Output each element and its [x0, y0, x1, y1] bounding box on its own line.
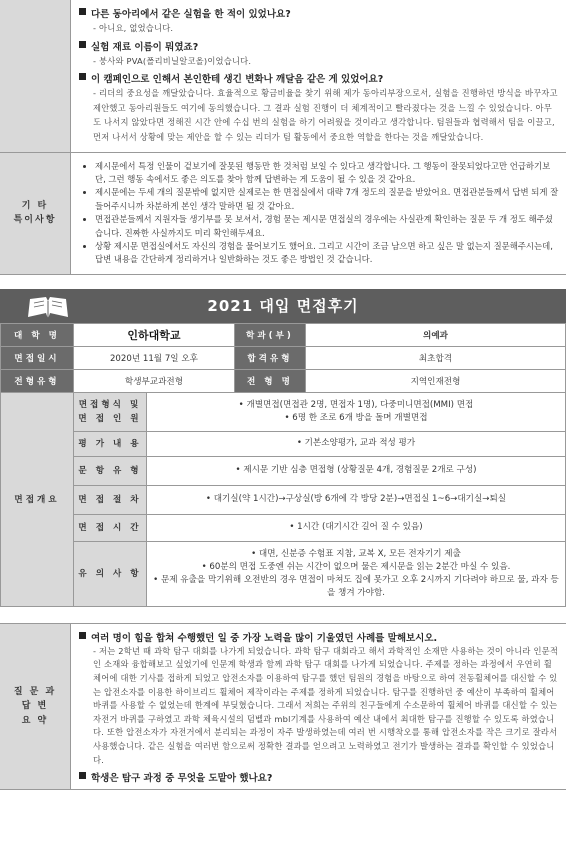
university-label: 대 학 명 [1, 323, 74, 346]
notes-content [71, 153, 566, 274]
notes-section [0, 153, 566, 275]
top-qa-section [0, 0, 566, 153]
duration-label: 면 접 시 간 [74, 514, 147, 541]
bullet-square-icon [79, 73, 86, 80]
question-type-detail: • 제시문 기반 심층 면접형 (상황질문 4개, 경험질문 2개로 구성) [147, 456, 566, 485]
question-type-label: 문 항 유 형 [74, 456, 147, 485]
bullet-square-icon [79, 41, 86, 48]
interview-info-table [0, 323, 566, 607]
review-banner [0, 289, 566, 323]
open-book-icon [26, 291, 70, 321]
bullet-square-icon [79, 632, 86, 639]
table-row [1, 323, 566, 346]
evaluation-label: 평 가 내 용 [74, 431, 147, 456]
track-value: 지역인재전형 [305, 369, 565, 392]
qa-summary-content [71, 624, 566, 789]
table-row [1, 431, 566, 456]
tip-item: • 제시문에는 두세 개의 질문밖에 없지만 실제로는 한 면접실에서 대략 7개 정도의 질문을 받았어요. 면접관분들께서 답변 되게 잘 들어주시니까 차분하게 본인 생각 말하면 될 것 같아요. [95, 186, 560, 213]
evaluation-detail: • 기본소양평가, 교과 적성 평가 [147, 431, 566, 456]
table-row [1, 541, 566, 606]
procedure-detail: • 대기실(약 1시간)→구상실(방 6개에 각 방당 2분)→면접실 1~6→대기실→퇴실 [147, 485, 566, 514]
admission-value: 학생부교과전형 [74, 369, 235, 392]
top-qa-content [71, 0, 566, 152]
question-item: 실험 재료 이름이 뭐였죠? [79, 39, 560, 53]
department-value: 의예과 [305, 323, 565, 346]
procedure-label: 면 접 절 차 [74, 485, 147, 514]
date-label: 면접일시 [1, 346, 74, 369]
answer-text: - 붕사와 PVA(폴리비닐알코올)이었습니다. [93, 55, 252, 66]
duration-detail: • 1시간 (대기시간 길어 질 수 있음) [147, 514, 566, 541]
question-item: 학생은 탐구 과정 중 무엇을 도맡아 했나요? [79, 770, 560, 784]
date-value: 2020년 11월 7일 오후 [74, 346, 235, 369]
tips-list [79, 160, 560, 267]
banner-title: 2021 대입 면접후기 [207, 297, 359, 316]
university-value: 인하대학교 [74, 323, 235, 346]
tip-item: • 제시문에서 특정 인물이 겉보기에 잘못된 행동만 한 것처럼 보일 수 있다고 생각합니다. 그 행동이 잘못되었다고만 언급하기보단, 그런 행동 속에서도 좋은 의도를 찾아 함께 답변하는 게 도움이 될 수 있을 것 같아요. [95, 160, 560, 187]
table-row [1, 346, 566, 369]
table-row [1, 485, 566, 514]
table-row [1, 392, 566, 431]
format-detail: • 개별면접(면접관 2명, 면접자 1명), 다중미니면접(MMI) 면접 • 6명 한 조로 6개 방을 돌며 개별면접 [147, 392, 566, 431]
admission-label: 전형유형 [1, 369, 74, 392]
bullet-square-icon [79, 8, 86, 15]
tip-item: • 면접관분들께서 지원자들 생기부를 못 보셔서, 경험 묻는 제시문 면접실의 경우에는 사실관계 확인하는 질문 두 개 정도 해주셨습니다. 진짜한 사실까지도 미리 확인해두세요. [95, 213, 560, 240]
table-row [1, 369, 566, 392]
top-qa-side [0, 0, 71, 152]
question-item: 여러 명이 힘을 합쳐 수행했던 일 중 가장 노력을 많이 기울였던 사례를 말해보시오. [79, 630, 560, 644]
question-item: 이 캠페인으로 인해서 본인한테 생긴 변화나 깨달음 같은 게 있었어요? [79, 71, 560, 85]
track-label: 전 형 명 [234, 369, 305, 392]
table-row [1, 456, 566, 485]
result-label: 합격유형 [234, 346, 305, 369]
format-label: 면접형식 및 면 접 인 원 [74, 392, 147, 431]
notes-side-label: 기 타 특이사항 [0, 153, 71, 274]
question-item: 다른 동아리에서 같은 실험을 한 적이 있었나요? [79, 6, 560, 20]
cautions-label: 유 의 사 항 [74, 541, 147, 606]
tip-item: • 상황 제시문 면접실에서도 자신의 경험을 물어보기도 했어요. 그리고 시간이 조금 남으면 하고 싶은 말 없는지 질문해주시는데, 답변 내용을 간단하게 정리하거나 일반화하는 것도 좋은 방법인 것 같습니다. [95, 240, 560, 267]
qa-summary-side-label: 질 문 과 답 변 요 약 [0, 624, 71, 789]
interview-overview-label: 면접개요 [1, 392, 74, 606]
answer-text: - 리더의 중요성을 깨달았습니다. 효율적으로 황금비율을 찾기 위해 제가 동아리부장으로서, 실험을 진행하던 방식을 바꾸자고 제안했고 동아리원들도 여기에 동의했습니다. 그 결과 실험 진행이 더 체계적이고 빨라졌다는 것을 느낄 수 있었습니다. 아무도 나서지 않았다면 정해진 시간 안에 수십 번의 실험을 하기 어려웠을 것이라고 생각합니다. 팀원들과 협력해서 팀을 이끌고, 먼저 나서서 상황에 맞는 제안을 할 수 있는 리더가 팀 활동에서 중요한 역할을 한다는 것을 깨달았습니다. [93, 88, 558, 142]
qa-summary-section [0, 623, 566, 790]
cautions-detail: • 대면, 신분증 수험표 지참, 교복 X, 모든 전자기기 제출 • 60분의 면접 도중엔 쉬는 시간이 없으며 물은 제시문을 읽는 2분간 마실 수 있음. • 문제 유출을 막기위해 오전반의 경우 면접이 마쳐도 집에 못가고 오후 2시까지 기다려야 하므로 물, 과자 등을 챙겨 가야함. [147, 541, 566, 606]
answer-text: - 저는 2학년 때 과학 탐구 대회를 나가게 되었습니다. 과학 탐구 대회라고 해서 과학적인 소재만 사용하는 것이 아니라 인문적인 소재와 융합해보고 싶었기에 인문계 학생과 함께 과학 탐구 대회를 나가게 되었습니다. 주제를 정하는 과정에서 우연히 휠체어에 대한 기사를 접하게 되었고 압전소자를 이용하여 탐구를 했던 팀원의 경험을 바탕으로 하여 전동휠체어를 대신할 수 있는 압전소자를 이용한 하이브리드 휠체어 제작이라는 주제를 정하게 되었습니다. 탐구를 진행하던 중 예산이 부족하여 휠체어 바퀴를 사용할 수 없었는데 한계에 부딪혔습니다. 그래서 저희는 주위의 친구들에게 수소문하여 휠체어 바퀴를 대신할 수 있는 자전거 바퀴를 구하였고 과학 체육시설의 덤벨과 mbl기계를 사용하여 예산 내에서 최대한 탐구를 진행할 수 있도록 하였습니다. 또한 압전소자가 자전거에서 분리되는 과정이 자주 발생하였는데 여러 번 시행착오를 통해 압전소자를 작은 크기로 잘라서 사용했습니다. 같은 실험을 여러번 함으로써 정확한 결과를 얻으려고 노력하였고 전기가 발생하는 결과를 확인할 수 있었습니다. [93, 645, 559, 765]
result-value: 최초합격 [305, 346, 565, 369]
bullet-square-icon [79, 772, 86, 779]
department-label: 학과(부) [234, 323, 305, 346]
table-row [1, 514, 566, 541]
answer-text: - 아니요, 없었습니다. [93, 23, 174, 33]
